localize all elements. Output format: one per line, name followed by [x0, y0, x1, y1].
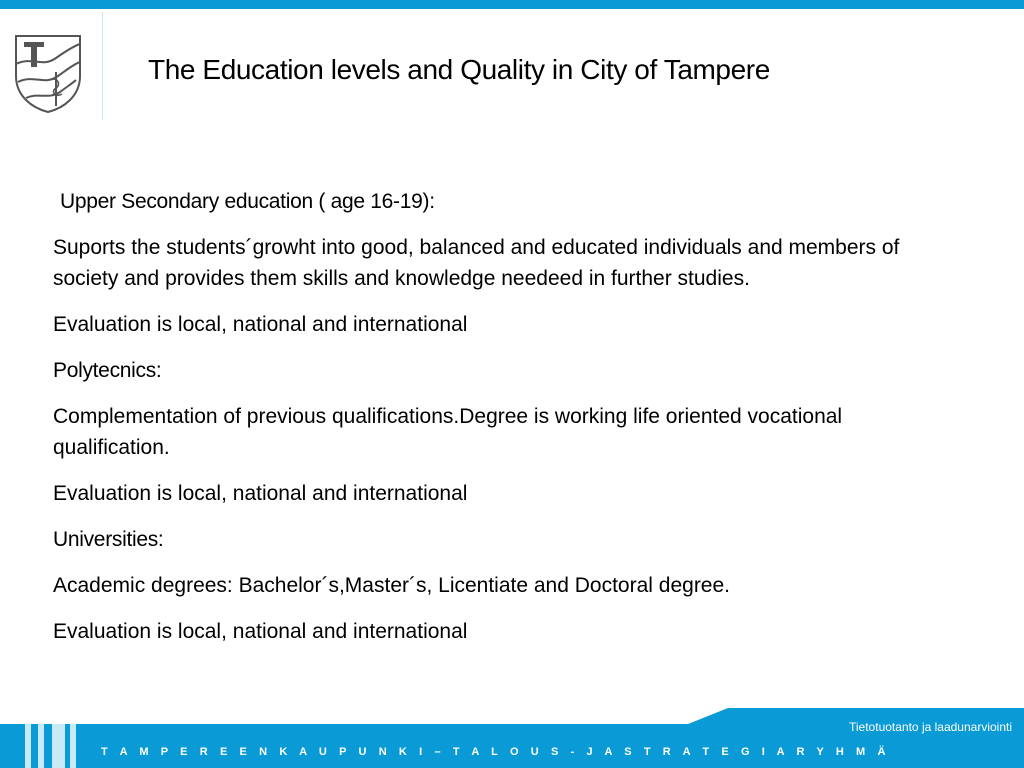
section-heading-polytechnics: Polytecnics: — [53, 359, 162, 382]
section-paragraph: Evaluation is local, national and international — [53, 482, 468, 505]
section-paragraph: Evaluation is local, national and international — [53, 620, 468, 643]
footer-background-graphic — [0, 708, 1024, 768]
footer-band — [0, 708, 1024, 768]
footer-org-label: T A M P E R E E N K A U P U N K I – T A L O U S - J A S T R A T E G I A R Y H M Ä — [101, 746, 891, 758]
section-heading-upper-secondary — [53, 186, 913, 217]
section-paragraph: Complementation of previous qualifications.Degree is working life oriented vocational qualification. — [53, 405, 843, 459]
section-paragraph: Suports the students´growht into good, balanced and educated individuals and members of society and provides them skills and knowledge needeed in further studies. — [53, 236, 900, 290]
section-heading-universities: Universities: — [53, 528, 164, 551]
slide-body — [53, 186, 913, 662]
footer-unit-label: Tietotuotanto ja laadunarviointi — [849, 720, 1012, 734]
tampere-coat-of-arms-icon — [12, 34, 84, 114]
section-heading-suffix: age 16-19): — [325, 190, 435, 213]
section-paragraph: Academic degrees: Bachelor´s,Master´s, Licentiate and Doctoral degree. — [53, 574, 731, 597]
section-paragraph: Evaluation is local, national and international — [53, 313, 468, 336]
section-heading-label: Upper Secondary education ( — [60, 190, 326, 213]
page-title: The Education levels and Quality in City of Tampere — [148, 54, 770, 85]
title-divider — [102, 12, 103, 120]
top-accent-bar — [0, 0, 1024, 9]
